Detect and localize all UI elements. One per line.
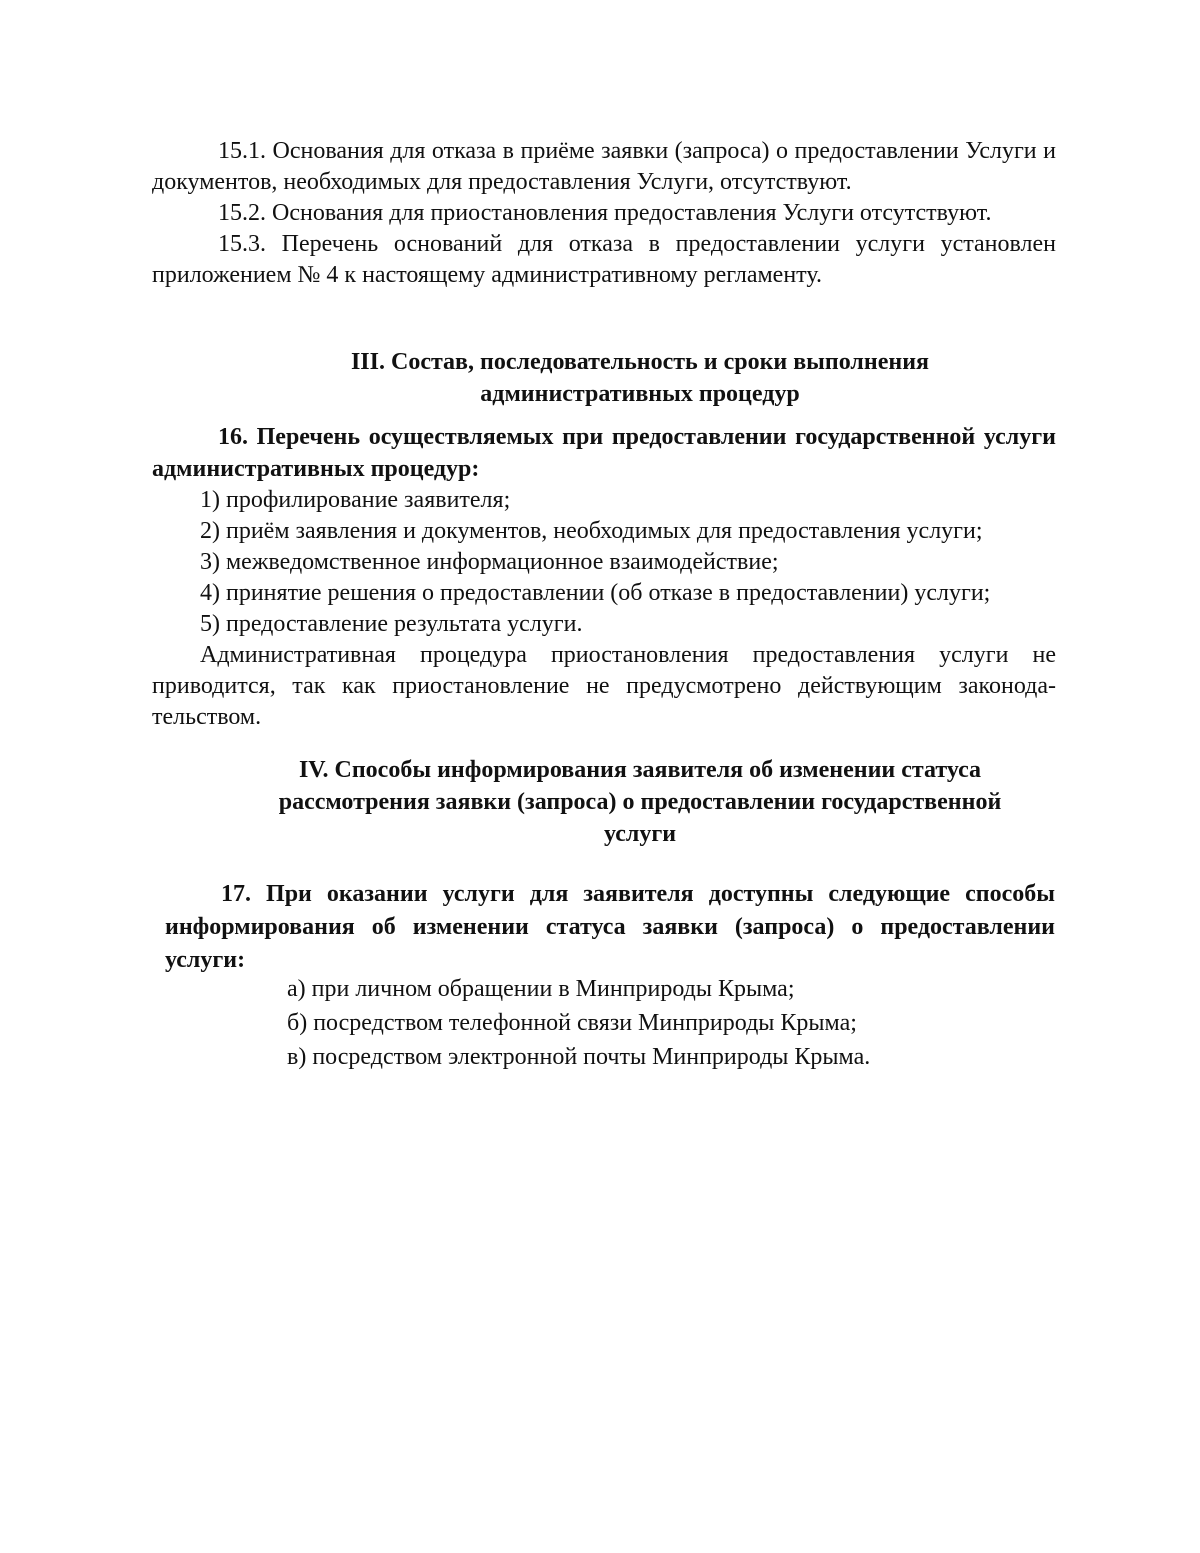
section-4-heading-line1: IV. Способы информирования заявителя об изменении статуса xyxy=(298,757,982,783)
section-3-heading-line2: административных процедур xyxy=(480,381,800,407)
paragraph-15-2: 15.2. Основания для приостановления предоставления Услуги отсутствуют. xyxy=(218,200,992,226)
list-item: 3) межведомственное информационное взаимодействие; xyxy=(200,549,779,575)
list-item: 2) приём заявления и документов, необходимых для предоставления услуги; xyxy=(200,518,983,544)
item-17-title: 17. При оказании услуги для заявителя доступны следующие способы информирования об изменении статуса заявки (запроса) о предоставлении услуги: xyxy=(165,881,1055,973)
paragraph-15-3: 15.3. Перечень оснований для отказа в предоставлении услуги установлен приложением № 4 к настоящему административному регламенту. xyxy=(152,231,1056,288)
section-4-heading xyxy=(240,754,1040,850)
list-item: 4) принятие решения о предоставлении (об отказе в предоставлении) услуги; xyxy=(200,580,991,606)
list-item: а) при личном обращении в Минприроды Крыма; xyxy=(287,976,795,1002)
item-16 xyxy=(152,421,1056,733)
list-item: в) посредством электронной почты Минприроды Крыма. xyxy=(287,1044,871,1070)
item-17 xyxy=(165,878,1055,977)
paragraph-15-1: 15.1. Основания для отказа в приёме заявки (запроса) о предоставлении Услуги и документов, необходимых для предоставления Услуги, отсутствуют. xyxy=(152,138,1056,195)
list-item: 1) профилирование заявителя; xyxy=(200,487,511,513)
item-16-note: Административная процедура приостановления предоставления услуги не приводится, так как приостановление не предусмотрено действующим законода-тельством. xyxy=(152,642,1056,730)
item-16-title: 16. Перечень осуществляемых при предоставлении государственной услуги административных процедур: xyxy=(152,424,1056,482)
list-item: б) посредством телефонной связи Минприроды Крыма; xyxy=(287,1010,857,1036)
section-15 xyxy=(152,136,1056,291)
section-3-heading-line1: III. Состав, последовательность и сроки выполнения xyxy=(350,349,930,375)
section-3-heading xyxy=(260,346,1020,410)
section-4-heading-line2: рассмотрения заявки (запроса) о предоставлении государственной xyxy=(278,789,1002,815)
list-item: 5) предоставление результата услуги. xyxy=(200,611,583,637)
section-4-heading-line3: услуги xyxy=(603,821,677,847)
